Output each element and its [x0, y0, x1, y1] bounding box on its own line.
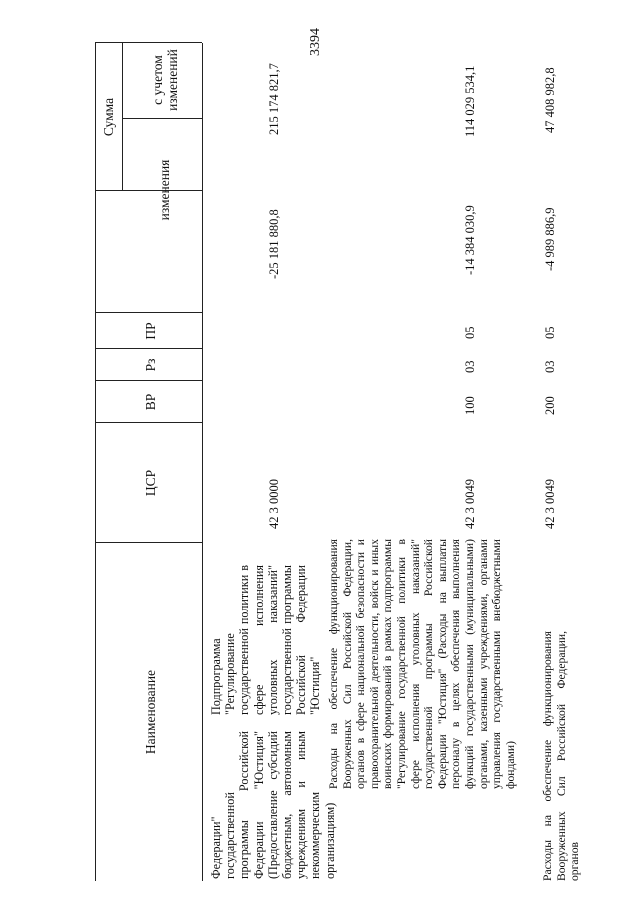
row-3-vr: 100 — [463, 396, 477, 415]
row-2-with-change: 215 174 821,7 — [267, 63, 281, 135]
row-2-csr: 42 3 0000 — [267, 479, 281, 529]
row-3-with-change: 114 029 534,1 — [463, 65, 477, 137]
row-1-name: Федерации" государственной программы Российской Федерации "Юстиция" (Предоставление субсидий бюджетным, автономным учреждениям и иным некоммерческим организациям) — [209, 731, 337, 879]
row-4-pr: 05 — [543, 326, 557, 339]
header-vr: ВР — [143, 393, 158, 411]
row-4-rz: 03 — [543, 360, 557, 373]
row-3-change: -14 384 030,9 — [463, 205, 477, 275]
row-3-name-text: Расходы на обеспечение функционирования Вооруженных Сил Российской Федерации, органов в сфере национальной безопасности и правоохранительной деятельности, войск и иных воинских формирований в рамках подпрограммы "Регулирование государственной политики в сфере исполнения уголовных наказаний" государственной программы Российской Федерации "Юстиция" (Расходы на выплаты персоналу в целях обеспечения выполнения функций государственными (муниципальными) органами, казенными учреждениями, органами управления государственными внебюджетными фондами) — [327, 539, 517, 789]
header-with-change: с учетом изменений — [150, 49, 180, 111]
row-4-name: Расходы на обеспечение функционирования Вооруженных Сил Российской Федерации, органов — [541, 631, 582, 881]
row-3-csr: 42 3 0049 — [463, 479, 477, 529]
page-number: 3394 — [308, 28, 323, 56]
header-sum: Сумма — [101, 97, 116, 137]
header-rz: Рз — [143, 358, 158, 372]
header-change: изменения — [157, 159, 172, 221]
row-3-rz: 03 — [463, 360, 477, 373]
row-4-change: -4 989 886,9 — [543, 207, 557, 271]
row-3-pr: 05 — [463, 326, 477, 339]
row-2-name: Подпрограмма "Регулирование государственной политики в сфере исполнения уголовных наказаний" государственной программы Российской Федерации "Юстиция" — [209, 565, 323, 715]
header-csr: ЦСР — [143, 469, 158, 497]
header-name: Наименование — [143, 669, 158, 755]
header-pr: ПР — [143, 322, 158, 340]
row-4-csr: 42 3 0049 — [543, 479, 557, 529]
row-4-with-change: 47 408 982,8 — [543, 67, 557, 133]
row-4-vr: 200 — [543, 396, 557, 415]
budget-table-lower — [95, 23, 585, 881]
row-2-change: -25 181 880,8 — [267, 209, 281, 279]
